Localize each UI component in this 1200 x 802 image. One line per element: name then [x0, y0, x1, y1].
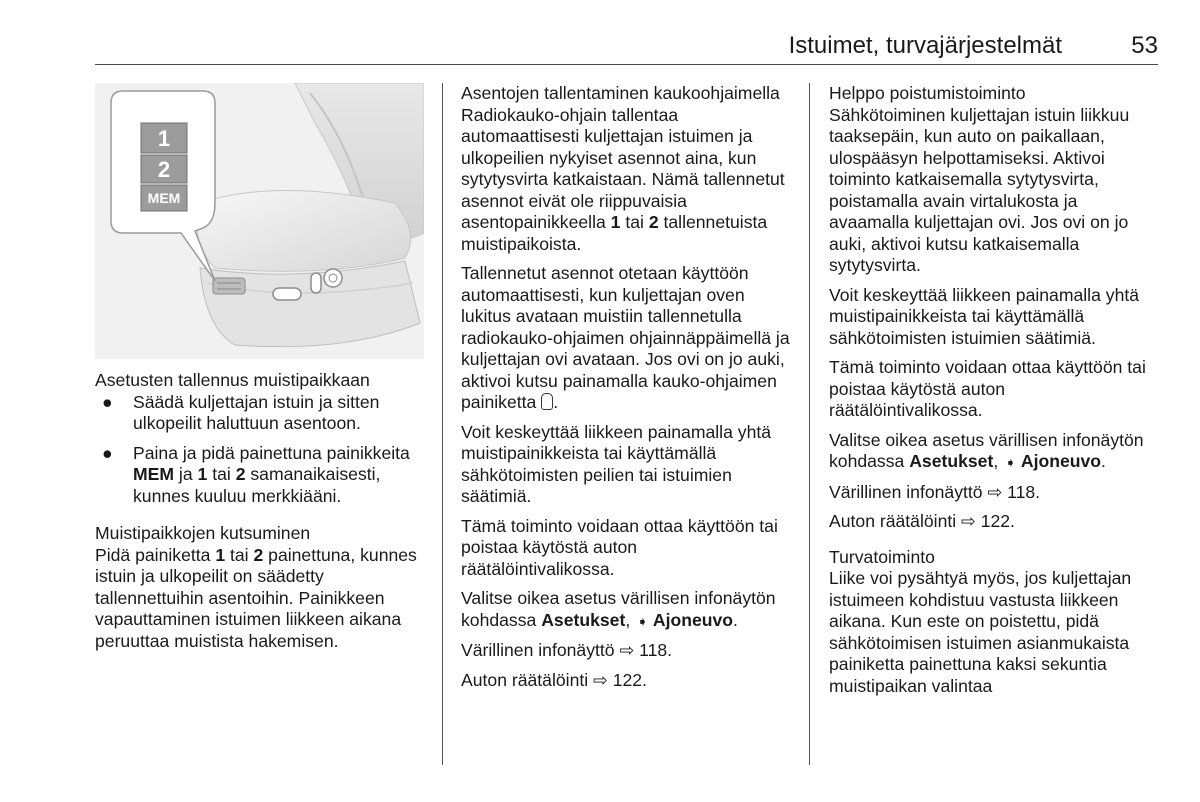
- menu-arrow-icon: ➧: [637, 613, 648, 629]
- memory-button-mem-label: MEM: [147, 190, 181, 206]
- section-heading-save-memory: Asetusten tallennus muistipaikkaan: [95, 370, 370, 390]
- paragraph: Radiokauko-ohjain tallentaa automaattisesti kuljettajan istuimen ja ulkopeilien nykyiset asennot aina, kun sytytysvirta katkaistaan. Nämä tallennetut asennot eivät ole riippuvaisia asentopainikkeella 1 tai 2 tallennetuista muistipaikoista.: [461, 104, 785, 254]
- paragraph: Voit keskeyttää liikkeen painamalla yhtä muistipainikkeista tai käyttämällä sähkötoimisten istuimien säätimiä.: [829, 284, 1140, 348]
- paragraph: Liike voi pysähtyä myös, jos kuljettajan istuimeen kohdistuu vastusta liikkeen aikana. Kun este on poistettu, pidä sähkötoimisen istuimen asianmukaista painiketta painettuna kaksi sekuntia muistipaikan valintaa: [829, 568, 1132, 696]
- save-memory-steps: [95, 392, 427, 508]
- cross-reference[interactable]: Värillinen infonäyttö ⇨ 118.: [829, 481, 1041, 502]
- mem-button-ref: MEM: [133, 464, 175, 484]
- page-number: 53: [1131, 32, 1158, 59]
- paragraph: Valitse oikea asetus värillisen infonäytön kohdassa Asetukset, ➧ Ajoneuvo.: [461, 588, 776, 630]
- paragraph: Voit keskeyttää liikkeen painamalla yhtä muistipainikkeista tai käyttämällä sähkötoimisten peilien tai istuimien säätimiä.: [461, 421, 772, 506]
- paragraph: Sähkötoiminen kuljettajan istuin liikkuu taaksepäin, kun auto on paikallaan, ulospääsyn helpottamiseksi. Aktivoi toiminto katkaisemalla sytytysvirta, poistamalla avain virtalukosta ja avaamalla kuljettajan ovi. Jos ovi on jo auki, aktivoi kutsu katkaisemalla sytytysvirta.: [829, 104, 1130, 275]
- column-1: [95, 370, 427, 660]
- memory-button-1-label: 1: [157, 126, 171, 151]
- section-heading-safety-function: Turvatoiminto: [829, 546, 935, 567]
- cross-reference[interactable]: Auton räätälöinti ⇨ 122.: [829, 511, 1015, 531]
- remote-unlock-icon: [541, 393, 553, 410]
- list-item: [95, 392, 427, 435]
- column-3: [829, 83, 1159, 705]
- page-ref-icon: ⇨: [961, 511, 976, 531]
- paragraph: Valitse oikea asetus värillisen infonäytön kohdassa Asetukset, ➧ Ajoneuvo.: [829, 429, 1144, 471]
- section-heading-recall-memory: Muistipaikkojen kutsuminen: [95, 523, 311, 543]
- section-heading-easy-exit: Helppo poistumistoiminto: [829, 83, 1026, 103]
- cross-reference[interactable]: Auton räätälöinti ⇨ 122.: [461, 669, 647, 690]
- bullet-icon: ●: [102, 442, 113, 463]
- button-1-ref: 1: [197, 464, 208, 484]
- list-item-text: Säädä kuljettajan istuin ja sitten ulkopeilit haluttuun asentoon.: [133, 391, 380, 433]
- list-item-text: Paina ja pidä painettuna painikkeita: [133, 442, 410, 463]
- column-divider-2: [809, 83, 810, 765]
- header-rule: [95, 64, 1158, 65]
- bullet-icon: ●: [102, 391, 113, 412]
- paragraph: Tallennetut asennot otetaan käyttöön automaattisesti, kun kuljettajan oven lukitus avataan muistiin tallennetulla radiokauko-ohjaimen ohjainnäppäimellä ja kuljettajan ovi avataan. Jos ovi on jo auki, aktivoi kutsu painamalla kauko-ohjaimen painiketta .: [461, 263, 790, 412]
- cross-reference[interactable]: Värillinen infonäyttö ⇨ 118.: [461, 640, 673, 660]
- button-2-ref: 2: [235, 464, 246, 484]
- list-item: [95, 443, 427, 508]
- menu-arrow-icon: ➧: [1005, 455, 1016, 470]
- paragraph: Tämä toiminto voidaan ottaa käyttöön tai poistaa käytöstä auton räätälöintivalikossa.: [461, 515, 778, 579]
- seat-memory-illustration: [95, 83, 424, 359]
- page-ref-icon: ⇨: [593, 669, 608, 690]
- list-item-text: tai: [207, 464, 236, 484]
- page-ref-icon: ⇨: [619, 640, 635, 660]
- list-item-text: samanaikaisesti, kunnes kuuluu merkkiääni.: [133, 464, 381, 506]
- running-header: Istuimet, turvajärjestelmät: [788, 32, 1062, 59]
- memory-button-2-label: 2: [157, 157, 171, 182]
- page-ref-icon: ⇨: [987, 481, 1003, 502]
- column-2: [461, 83, 792, 699]
- section-heading-remote-memory: Asentojen tallentaminen kaukoohjaimella: [461, 83, 780, 103]
- paragraph: Tämä toiminto voidaan ottaa käyttöön tai poistaa käytöstä auton räätälöintivalikossa.: [829, 357, 1146, 420]
- column-divider-1: [442, 83, 443, 765]
- paragraph: Pidä painiketta 1 tai 2 painettuna, kunnes istuin ja ulkopeilit on säädetty tallennettuihin asentoihin. Painikkeen vapauttaminen istuimen liikkeen aikana peruuttaa muistista hakemisen.: [95, 544, 417, 651]
- list-item-text: ja: [174, 464, 198, 484]
